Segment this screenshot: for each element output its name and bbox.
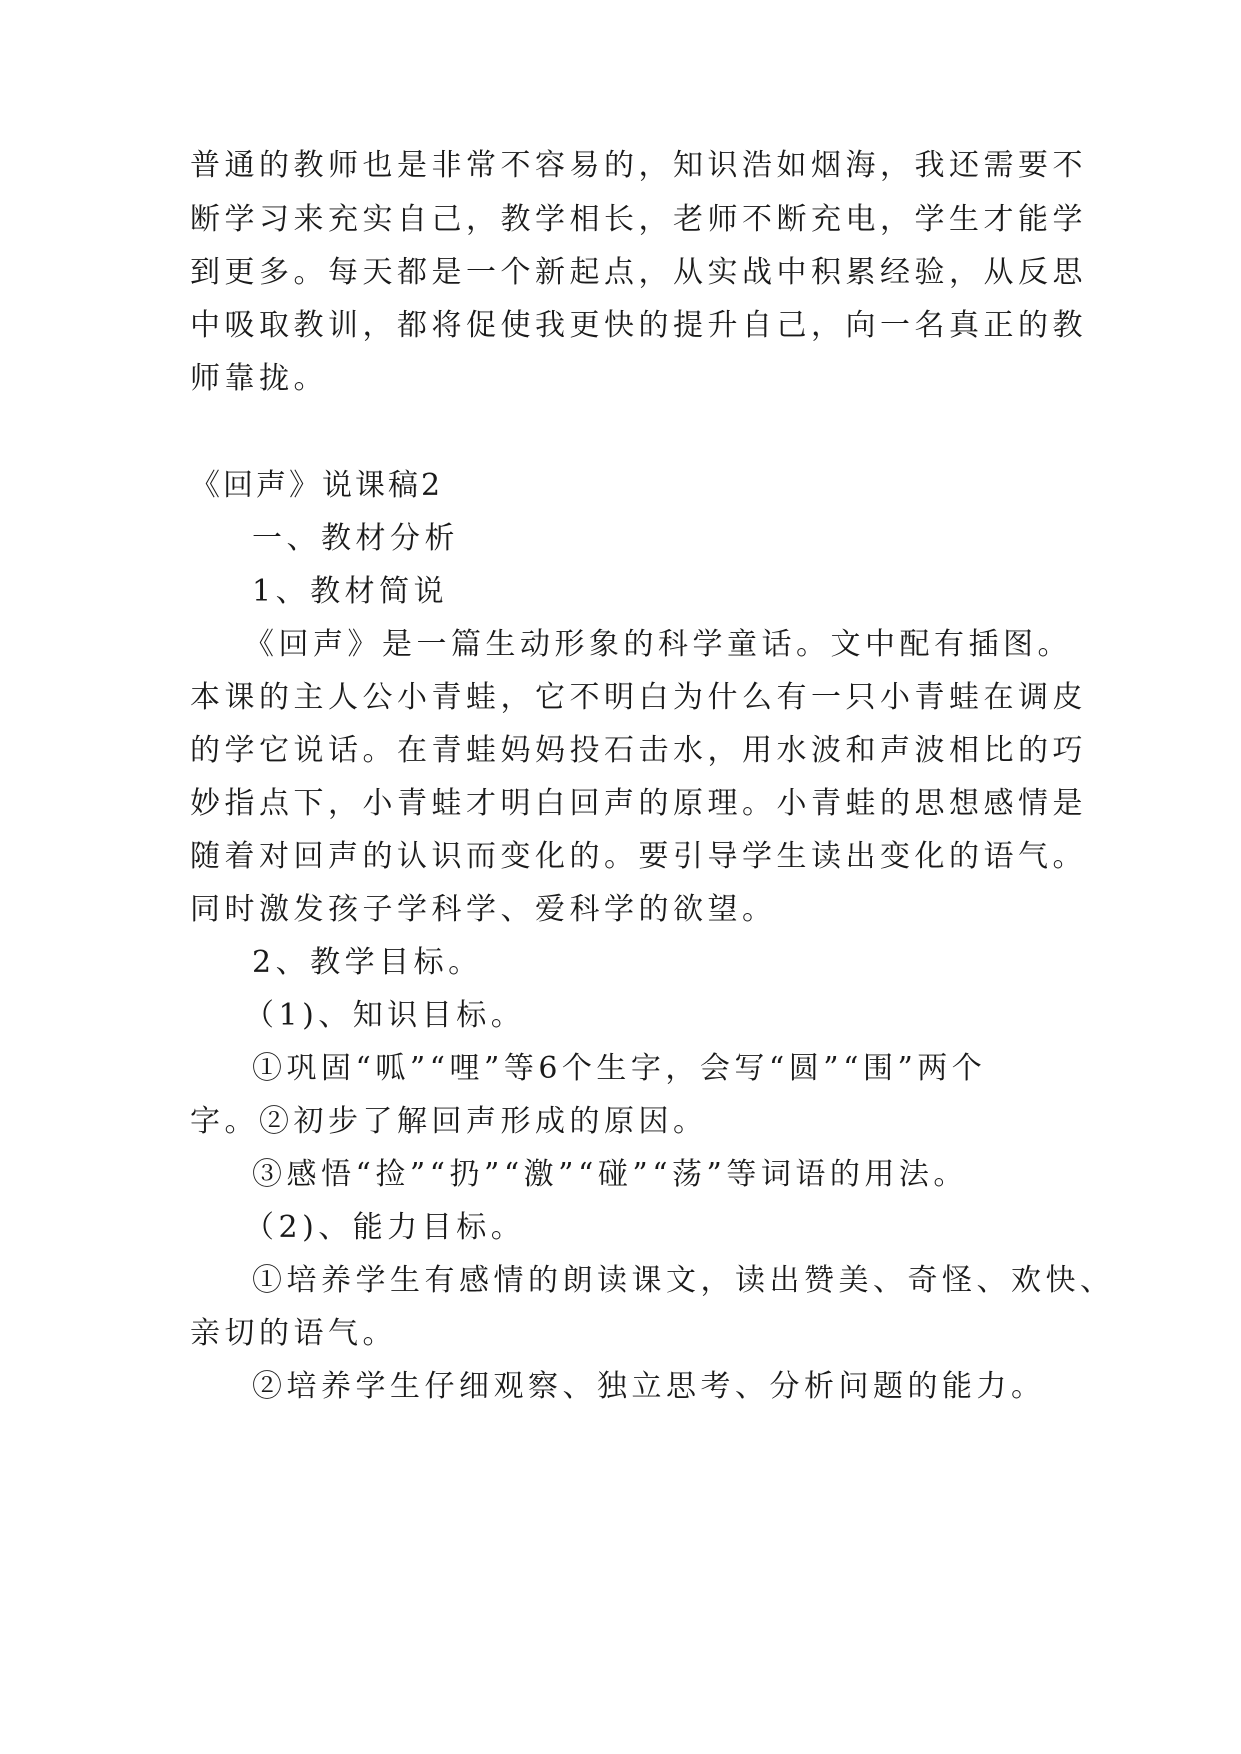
knowledge-item-3: ③感悟“捡”“扔”“激”“碰”“荡”等词语的用法。 bbox=[252, 1157, 968, 1192]
intro-line-5: 师靠拢。 bbox=[190, 361, 328, 396]
ability-item-1-cont: 亲切的语气。 bbox=[190, 1316, 397, 1351]
knowledge-item-1-cont: 字。②初步了解回声形成的原因。 bbox=[190, 1104, 708, 1139]
summary-line-1: 《回声》是一篇生动形象的科学童话。文中配有插图。 bbox=[244, 627, 1072, 662]
summary-line-2: 本课的主人公小青蛙，它不明白为什么有一只小青蛙在调皮 bbox=[190, 680, 1087, 715]
knowledge-goal-heading: （1)、知识目标。 bbox=[244, 998, 526, 1033]
summary-line-4: 妙指点下，小青蛙才明白回声的原理。小青蛙的思想感情是 bbox=[190, 786, 1087, 821]
intro-line-1: 普通的教师也是非常不容易的，知识浩如烟海，我还需要不 bbox=[190, 148, 1087, 183]
intro-line-2: 断学习来充实自己，教学相长，老师不断充电，学生才能学 bbox=[190, 202, 1087, 237]
heading-materials-analysis: 一、教材分析 bbox=[252, 521, 459, 556]
intro-line-3: 到更多。每天都是一个新起点，从实战中积累经验，从反思 bbox=[190, 255, 1087, 290]
subheading-materials-intro: 1、教材简说 bbox=[252, 574, 449, 609]
ability-item-2: ②培养学生仔细观察、独立思考、分析问题的能力。 bbox=[252, 1369, 1046, 1404]
ability-item-1: ①培养学生有感情的朗读课文，读出赞美、奇怪、欢快、 bbox=[252, 1263, 1115, 1298]
summary-line-5: 随着对回声的认识而变化的。要引导学生读出变化的语气。 bbox=[190, 839, 1087, 874]
summary-line-3: 的学它说话。在青蛙妈妈投石击水，用水波和声波相比的巧 bbox=[190, 733, 1087, 768]
summary-line-6: 同时激发孩子学科学、爱科学的欲望。 bbox=[190, 892, 777, 927]
knowledge-item-1: ①巩固“呱”“哩”等6个生字，会写“圆”“围”两个 bbox=[252, 1051, 987, 1086]
ability-goal-heading: （2)、能力目标。 bbox=[244, 1210, 526, 1245]
section-title: 《回声》说课稿2 bbox=[190, 468, 444, 503]
intro-line-4: 中吸取教训，都将促使我更快的提升自己，向一名真正的教 bbox=[190, 308, 1087, 343]
subheading-teaching-goals: 2、教学目标。 bbox=[252, 945, 483, 980]
